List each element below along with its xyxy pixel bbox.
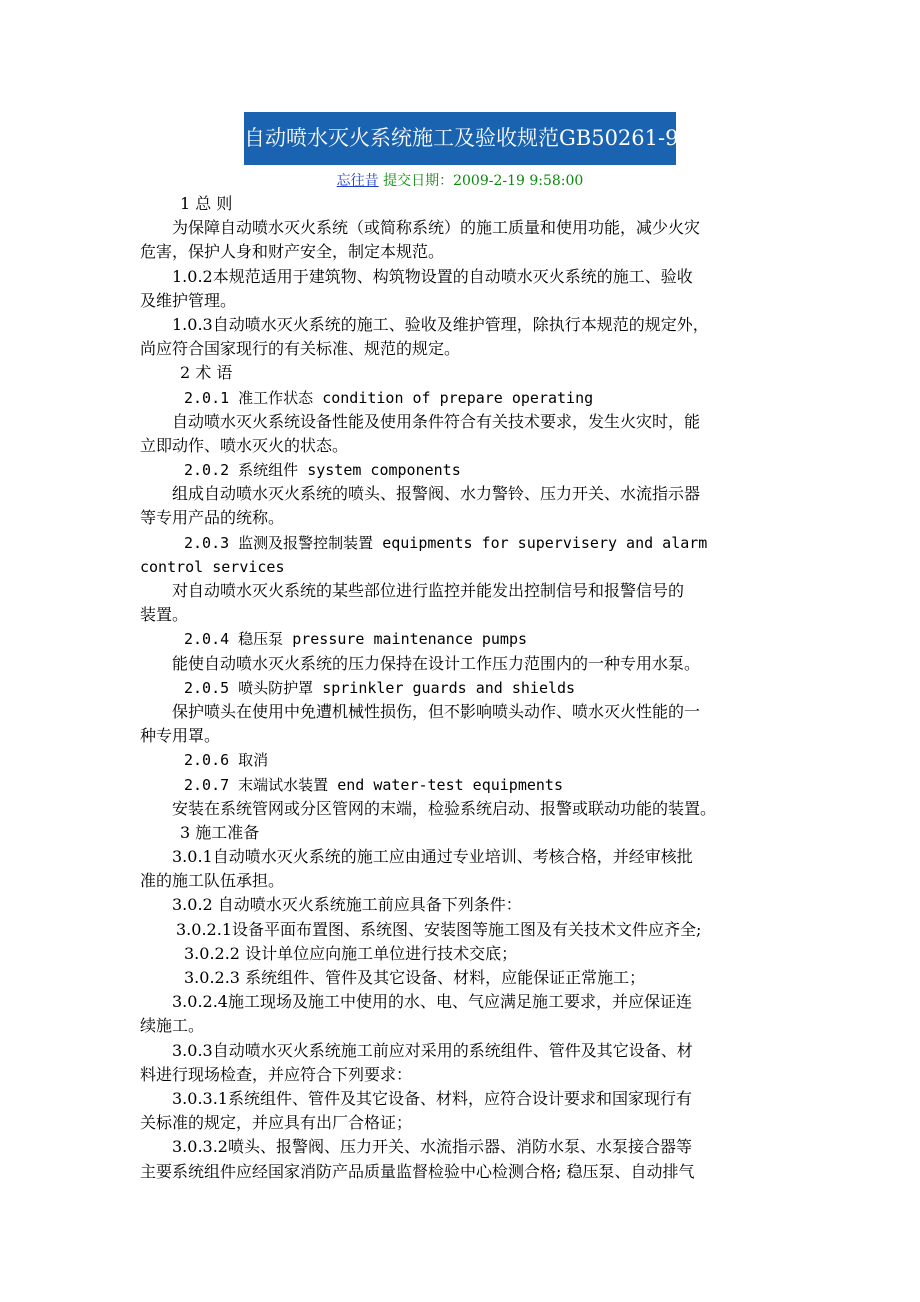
term-heading: 2.0.5 喷头防护罩 sprinkler guards and shields <box>184 678 576 697</box>
paragraph-line: 立即动作、喷水灭火的状态。 <box>140 435 349 455</box>
paragraph-line: 自动喷水灭火系统设备性能及使用条件符合有关技术要求，发生火灾时，能 <box>172 411 701 431</box>
term-heading: 2.0.7 末端试水装置 end water-test equipments <box>184 775 563 794</box>
paragraph-line: 3.0.3自动喷水灭火系统施工前应对采用的系统组件、管件及其它设备、材 <box>172 1040 693 1060</box>
term-heading: 2.0.6 取消 <box>184 751 269 770</box>
paragraph-line: 关标准的规定，并应具有出厂合格证； <box>140 1113 413 1133</box>
paragraph-line: 3.0.2.4施工现场及施工中使用的水、电、气应满足施工要求，并应保证连 <box>172 992 692 1012</box>
paragraph-line: 能使自动喷水灭火系统的压力保持在设计工作压力范围内的一种专用水泵。 <box>172 653 701 673</box>
paragraph-line: 危害，保护人身和财产安全，制定本规范。 <box>140 242 445 262</box>
paragraph-line: 装置。 <box>140 605 189 625</box>
paragraph-line: 准的施工队伍承担。 <box>140 871 285 891</box>
section-heading: 3 施工准备 <box>180 822 260 842</box>
paragraph-line: 1.0.2本规范适用于建筑物、构筑物设置的自动喷水灭火系统的施工、验收 <box>172 266 693 286</box>
paragraph-line: 3.0.3.1系统组件、管件及其它设备、材料，应符合设计要求和国家现行有 <box>172 1088 692 1108</box>
paragraph-line: 3.0.2.3 系统组件、管件及其它设备、材料，应能保证正常施工； <box>184 968 646 987</box>
term-heading: 2.0.3 监测及报警控制装置 equipments for supervisery and alarm <box>184 533 708 552</box>
paragraph-line: 3.0.2.2 设计单位应向施工单位进行技术交底； <box>184 943 518 963</box>
submission-meta <box>0 171 920 191</box>
submission-date: 提交日期：2009-2-19 9:58:00 <box>383 173 584 189</box>
paragraph-line: 尚应符合国家现行的有关标准、规范的规定。 <box>140 339 461 359</box>
term-heading: 2.0.4 稳压泵 pressure maintenance pumps <box>184 630 528 649</box>
term-heading-continued: control services <box>140 557 285 576</box>
document-title: 自动喷水灭火系统施工及验收规范GB50261-96 <box>244 112 676 165</box>
paragraph-line: 3.0.2.1设备平面布置图、系统图、安装图等施工图及有关技术文件应齐全; <box>176 919 702 939</box>
paragraph-line: 种专用罩。 <box>140 726 221 746</box>
paragraph-line: 续施工。 <box>140 1016 205 1036</box>
paragraph-line: 为保障自动喷水灭火系统（或简称系统）的施工质量和使用功能，减少火灾 <box>172 218 701 238</box>
paragraph-line: 3.0.1自动喷水灭火系统的施工应由通过专业培训、考核合格，并经审核批 <box>172 847 693 867</box>
paragraph-line: 组成自动喷水灭火系统的喷头、报警阀、水力警铃、压力开关、水流指示器 <box>172 484 701 504</box>
paragraph-line: 及维护管理。 <box>140 290 237 310</box>
paragraph-line: 料进行现场检查，并应符合下列要求： <box>140 1064 413 1084</box>
section-heading: 2 术 语 <box>180 363 233 383</box>
paragraph-line: 等专用产品的统称。 <box>140 508 285 528</box>
paragraph-line: 主要系统组件应经国家消防产品质量监督检验中心检测合格; 稳压泵、自动排气 <box>140 1161 695 1181</box>
term-heading: 2.0.2 系统组件 system components <box>184 461 461 480</box>
section-heading: 1 总 则 <box>180 194 233 213</box>
paragraph-line: 3.0.2 自动喷水灭火系统施工前应具备下列条件： <box>172 895 522 915</box>
paragraph-line: 1.0.3自动喷水灭火系统的施工、验收及维护管理，除执行本规范的规定外， <box>172 314 709 334</box>
term-heading: 2.0.1 准工作状态 condition of prepare operating <box>184 388 594 407</box>
paragraph-line: 3.0.3.2喷头、报警阀、压力开关、水流指示器、消防水泵、水泵接合器等 <box>172 1137 692 1157</box>
document-body <box>140 192 780 1184</box>
paragraph-line: 保护喷头在使用中免遭机械性损伤，但不影响喷头动作、喷水灭火性能的一 <box>172 701 701 721</box>
paragraph-line: 对自动喷水灭火系统的某些部位进行监控并能发出控制信号和报警信号的 <box>172 581 685 600</box>
paragraph-line: 安装在系统管网或分区管网的末端，检验系统启动、报警或联动功能的装置。 <box>172 798 717 818</box>
author-link[interactable]: 忘往昔 <box>336 173 379 189</box>
